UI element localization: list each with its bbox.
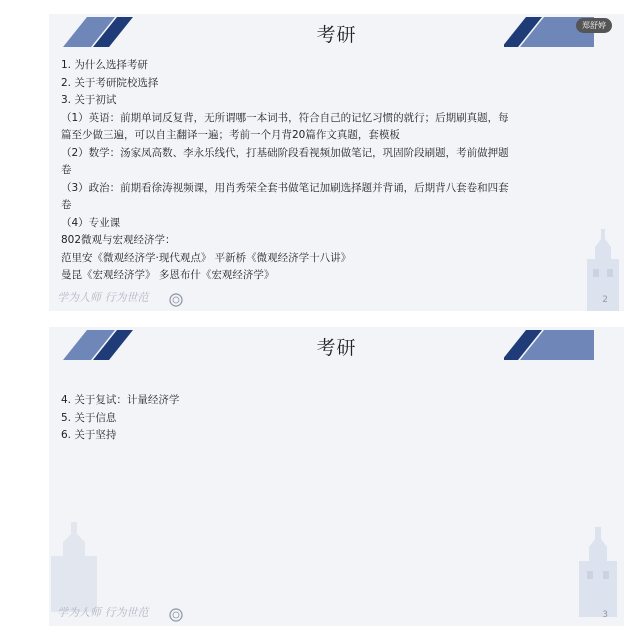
slide-page-2 bbox=[49, 14, 624, 311]
page-number: 3 bbox=[602, 610, 608, 620]
slide-body bbox=[61, 57, 612, 285]
school-emblem-icon bbox=[169, 293, 183, 307]
body-line: 5. 关于信息 bbox=[61, 411, 117, 424]
decor-stripe-right bbox=[504, 330, 594, 360]
body-line: 6. 关于坚持 bbox=[61, 429, 117, 441]
body-line: 曼昆《宏观经济学》 多恩布什《宏观经济学》 bbox=[61, 269, 275, 281]
body-line: （2）数学：汤家凤高数、李永乐线代，打基础阶段看视频加做笔记，巩固阶段刷题，考前做押题 bbox=[61, 146, 509, 159]
building-watermark-icon bbox=[49, 522, 105, 612]
slide-page-3 bbox=[49, 327, 624, 626]
body-line: （3）政治：前期看徐涛视频课，用肖秀荣全套书做笔记加刷选择题并背诵，后期背八套卷和四套 bbox=[61, 181, 509, 194]
school-motto: 学为人师 行为世范 bbox=[57, 291, 149, 304]
body-line: 卷 bbox=[61, 164, 72, 176]
user-badge: 郑舒婷 bbox=[576, 18, 612, 33]
slide-body bbox=[61, 392, 612, 445]
body-line: 802微观与宏观经济学： bbox=[61, 234, 176, 246]
body-line: 1. 为什么选择考研 bbox=[61, 59, 148, 71]
body-line: 范里安《微观经济学·现代观点》 平新桥《微观经济学十八讲》 bbox=[61, 251, 352, 264]
slide-title: 考研 bbox=[316, 337, 357, 359]
body-line: （1）英语：前期单词反复背，无所谓哪一本词书，符合自己的记忆习惯的就行；后期刷真题，每 bbox=[61, 111, 509, 124]
body-line: 篇至少做三遍，可以自主翻译一遍；考前一个月背20篇作文真题，套模板 bbox=[61, 129, 400, 141]
body-line: 3. 关于初试 bbox=[61, 94, 117, 106]
school-motto: 学为人师 行为世范 bbox=[57, 606, 149, 619]
body-line: （4）专业课 bbox=[61, 216, 121, 229]
slide-title: 考研 bbox=[316, 24, 357, 46]
body-line: 卷 bbox=[61, 199, 72, 211]
page-number: 2 bbox=[602, 295, 608, 305]
school-emblem-icon bbox=[169, 608, 183, 622]
body-line: 2. 关于考研院校选择 bbox=[61, 76, 159, 89]
building-watermark-icon bbox=[573, 527, 623, 617]
body-line: 4. 关于复试：计量经济学 bbox=[61, 394, 180, 406]
